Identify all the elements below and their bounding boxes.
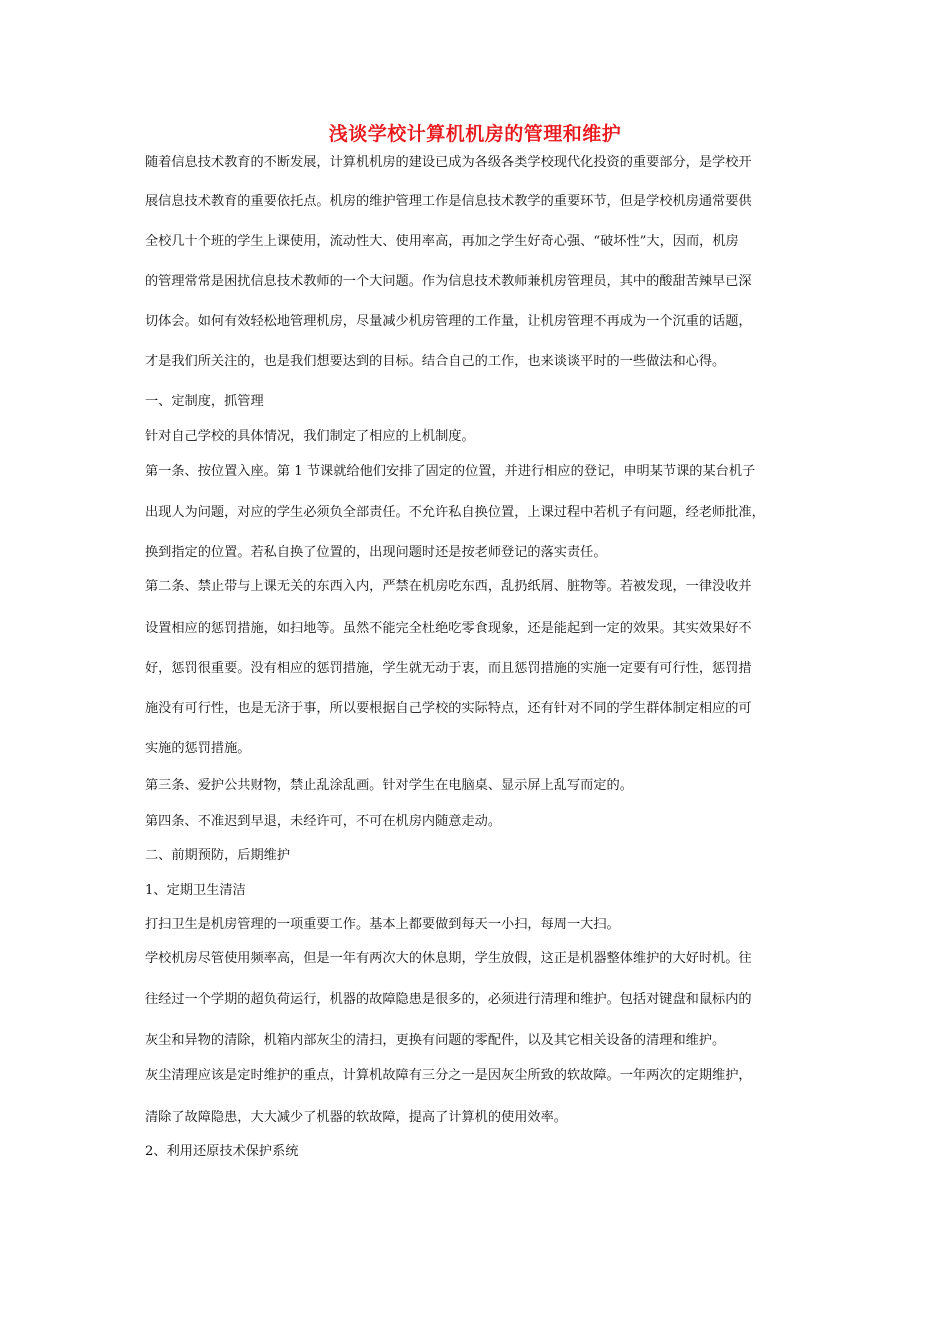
section-heading: 一、定制度，抓管理: [145, 394, 264, 409]
paragraph-line: 换到指定的位置。若私自换了位置的，出现问题时还是按老师登记的落实责任。: [145, 545, 607, 560]
paragraph-line: 打扫卫生是机房管理的一项重要工作。基本上都要做到每天一小扫，每周一大扫。: [145, 917, 620, 932]
paragraph-line: 实施的惩罚措施。: [145, 741, 251, 756]
paragraph-line: 学校机房尽管使用频率高，但是一年有两次大的休息期，学生放假，这正是机器整体维护的大好时机。往: [145, 951, 752, 966]
paragraph-line: 出现人为问题，对应的学生必须负全部责任。不允许私自换位置，上课过程中若机子有问题，经老师批准，: [145, 505, 765, 520]
paragraph-line: 灰尘和异物的清除，机箱内部灰尘的清扫，更换有问题的零配件，以及其它相关设备的清理和维护。: [145, 1033, 726, 1048]
subsection-heading: 2、利用还原技术保护系统: [145, 1144, 299, 1159]
section-heading: 二、前期预防，后期维护: [145, 848, 291, 863]
paragraph-line: 第二条、禁止带与上课无关的东西入内，严禁在机房吃东西，乱扔纸屑、脏物等。若被发现，一律没收并: [145, 579, 752, 594]
paragraph-line: 才是我们所关注的，也是我们想要达到的目标。结合自己的工作，也来谈谈平时的一些做法和心得。: [145, 354, 726, 369]
paragraph-line: 的管理常常是困扰信息技术教师的一个大问题。作为信息技术教师兼机房管理员，其中的酸甜苦辣早已深: [145, 274, 752, 289]
paragraph-line: 第四条、不准迟到早退，未经许可，不可在机房内随意走动。: [145, 814, 502, 829]
document-title: 浅谈学校计算机机房的管理和维护: [328, 123, 622, 145]
paragraph-line: 切体会。如何有效轻松地管理机房，尽量减少机房管理的工作量，让机房管理不再成为一个沉重的话题，: [145, 314, 752, 329]
paragraph-line: 好，惩罚很重要。没有相应的惩罚措施，学生就无动于衷，而且惩罚措施的实施一定要有可行性，惩罚措: [145, 661, 752, 676]
paragraph-line: 随着信息技术教育的不断发展，计算机机房的建设已成为各级各类学校现代化投资的重要部分，是学校开: [145, 155, 752, 170]
paragraph-line: 展信息技术教育的重要依托点。机房的维护管理工作是信息技术教学的重要环节，但是学校机房通常要供: [145, 194, 752, 209]
paragraph-line: 全校几十个班的学生上课使用，流动性大、使用率高，再加之学生好奇心强、“破坏性”大，因而，机房: [145, 234, 739, 249]
paragraph-line: 清除了故障隐患，大大减少了机器的软故障，提高了计算机的使用效率。: [145, 1110, 567, 1125]
paragraph-line: 第一条、按位置入座。第 1 节课就给他们安排了固定的位置，并进行相应的登记，申明某节课的某台机子: [145, 464, 756, 479]
paragraph-line: 针对自己学校的具体情况，我们制定了相应的上机制度。: [145, 429, 475, 444]
paragraph-line: 设置相应的惩罚措施，如扫地等。虽然不能完全杜绝吃零食现象，还是能起到一定的效果。其实效果好不: [145, 621, 752, 636]
paragraph-line: 施没有可行性，也是无济于事，所以要根据自己学校的实际特点，还有针对不同的学生群体制定相应的可: [145, 701, 752, 716]
subsection-heading: 1、定期卫生清洁: [145, 883, 246, 898]
paragraph-line: 第三条、爱护公共财物，禁止乱涂乱画。针对学生在电脑桌、显示屏上乱写而定的。: [145, 778, 633, 793]
paragraph-line: 灰尘清理应该是定时维护的重点，计算机故障有三分之一是因灰尘所致的软故障。一年两次的定期维护，: [145, 1068, 752, 1083]
paragraph-line: 往经过一个学期的超负荷运行，机器的故障隐患是很多的，必须进行清理和维护。包括对键盘和鼠标内的: [145, 992, 752, 1007]
